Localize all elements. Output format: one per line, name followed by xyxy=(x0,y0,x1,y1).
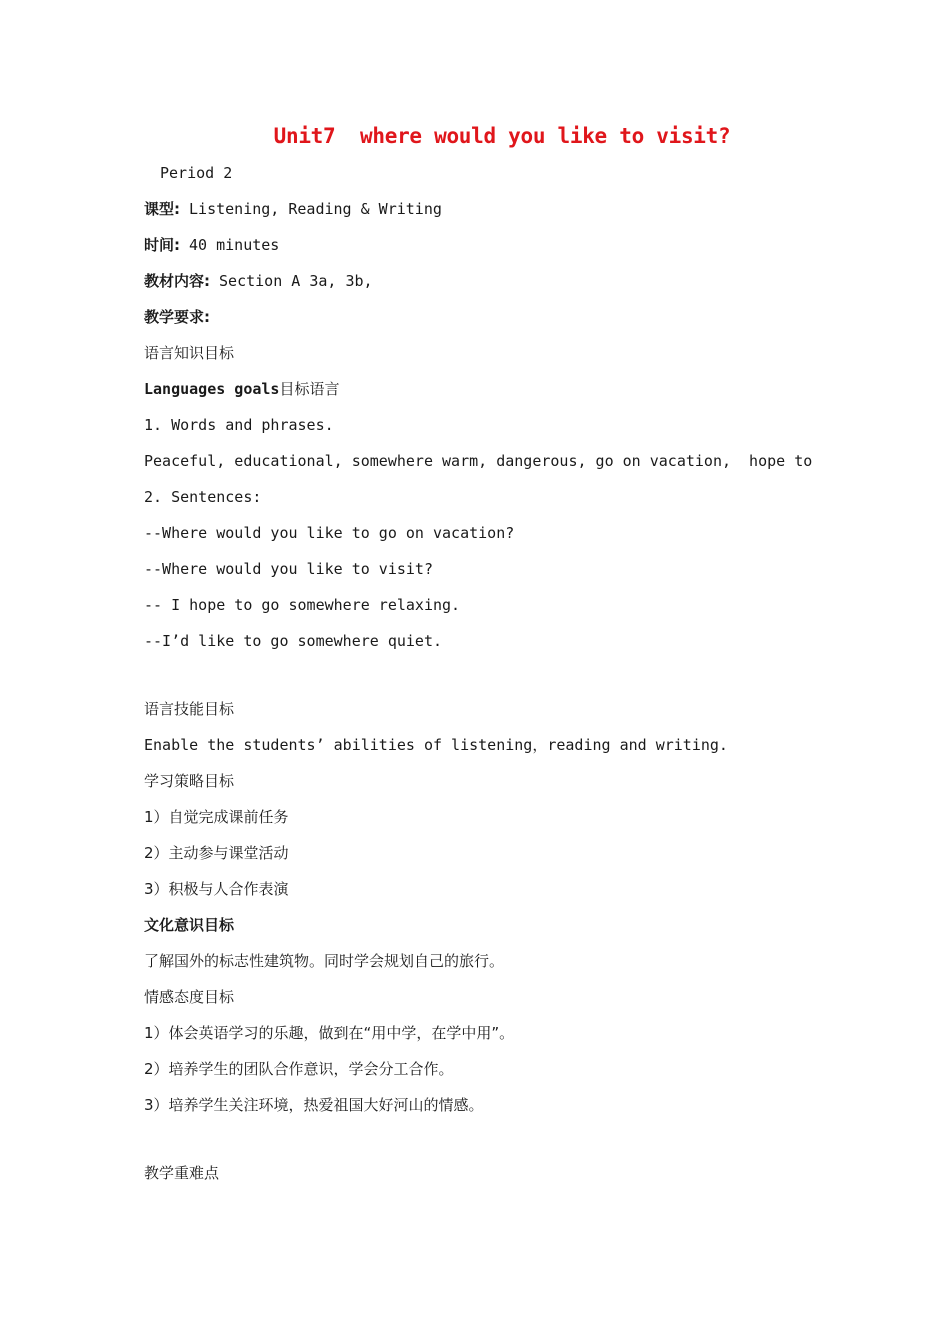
requirements-heading: 教学要求: xyxy=(144,308,210,326)
content-line xyxy=(144,271,373,291)
words-heading: 1. Words and phrases. xyxy=(144,416,334,434)
time-label: 时间: xyxy=(144,236,180,254)
sentence-4: --I’d like to go somewhere quiet. xyxy=(144,632,443,650)
time-line xyxy=(144,235,279,255)
key-points-heading: 教学重难点 xyxy=(144,1164,220,1182)
emotion-item-1: 1）体会英语学习的乐趣，做到在“用中学，在学中用”。 xyxy=(144,1024,515,1042)
document-title: Unit7 where would you like to visit? xyxy=(273,124,731,148)
content-label: 教材内容: xyxy=(144,272,210,290)
time-value: 40 minutes xyxy=(180,236,280,254)
words-list: Peaceful, educational, somewhere warm, dangerous, go on vacation, hope to xyxy=(144,452,813,470)
sentences-heading: 2. Sentences: xyxy=(144,488,262,506)
lesson-type-line xyxy=(144,199,442,219)
lesson-type-value: Listening, Reading & Writing xyxy=(180,200,442,218)
sentence-1: --Where would you like to go on vacation? xyxy=(144,524,515,542)
strategy-item-3: 3）积极与人合作表演 xyxy=(144,880,289,898)
lesson-type-label: 课型: xyxy=(144,200,180,218)
skill-goals-heading: 语言技能目标 xyxy=(144,700,235,718)
emotion-item-3: 3）培养学生关注环境，热爱祖国大好河山的情感。 xyxy=(144,1096,484,1114)
sentence-3: -- I hope to go somewhere relaxing. xyxy=(144,596,461,614)
strategy-goals-heading: 学习策略目标 xyxy=(144,772,235,790)
skill-goals-text: Enable the students’ abilities of listening，reading and writing. xyxy=(144,736,728,754)
culture-goals-heading: 文化意识目标 xyxy=(144,916,235,934)
period-label: Period 2 xyxy=(160,164,233,182)
culture-goals-text: 了解国外的标志性建筑物。同时学会规划自己的旅行。 xyxy=(144,952,505,970)
language-goals-en: Languages goals xyxy=(144,380,280,398)
strategy-item-1: 1）自觉完成课前任务 xyxy=(144,808,289,826)
language-goals-line xyxy=(144,379,339,399)
emotion-goals-heading: 情感态度目标 xyxy=(144,988,235,1006)
strategy-item-2: 2）主动参与课堂活动 xyxy=(144,844,289,862)
language-goals-cn: 目标语言 xyxy=(279,380,340,398)
sentence-2: --Where would you like to visit? xyxy=(144,560,433,578)
content-value: Section A 3a, 3b, xyxy=(210,272,373,290)
knowledge-goals-heading: 语言知识目标 xyxy=(144,344,235,362)
emotion-item-2: 2）培养学生的团队合作意识，学会分工合作。 xyxy=(144,1060,454,1078)
